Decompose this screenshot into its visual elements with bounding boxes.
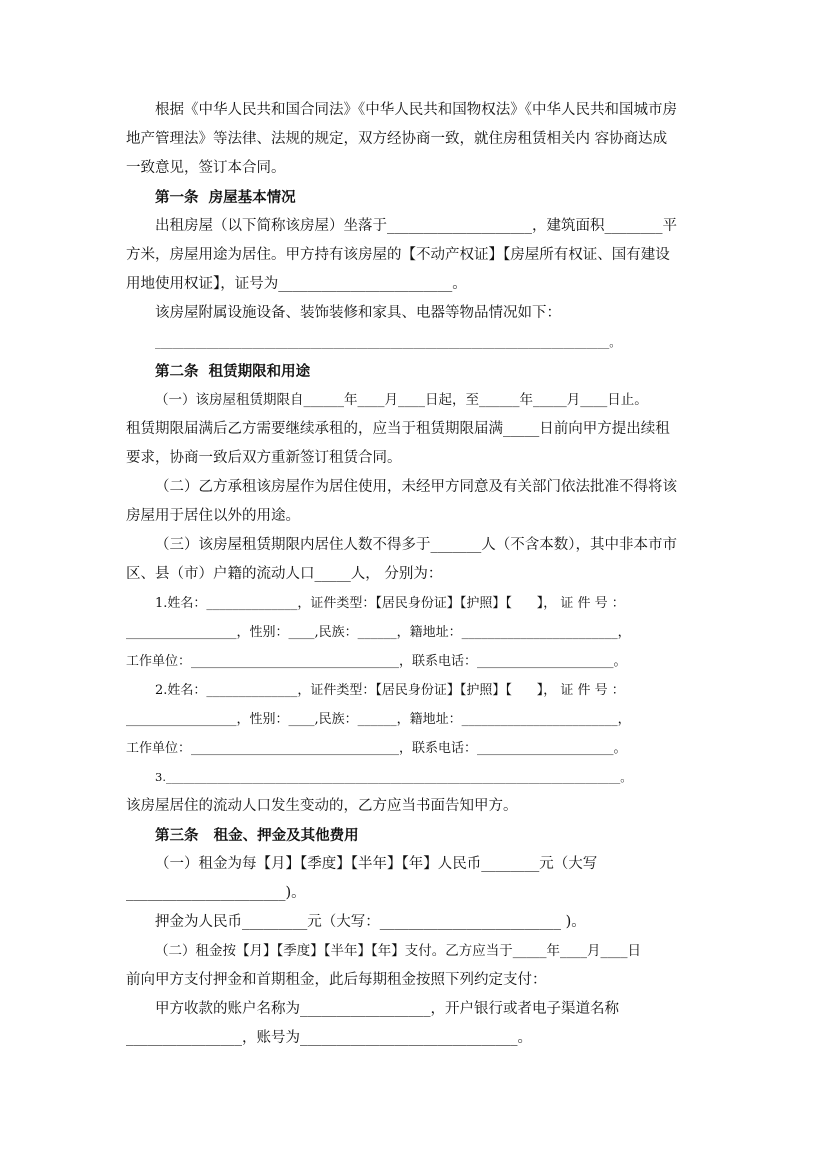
article-2-heading: 第二条 租赁期限和用途 <box>155 363 311 380</box>
article-3-line: 押金为人民币_________元（大写：_________________________ )。 <box>155 914 586 930</box>
article-3-line: ________________，账号为______________________________。 <box>126 1030 532 1046</box>
article-2-line: 该房屋居住的流动人口发生变动的，乙方应当书面告知甲方。 <box>126 798 518 814</box>
occupant-3-line: 3._______________________________________________________________________________。 <box>155 770 632 784</box>
article-2-line: 区、县（市）户籍的流动人口_____人， 分别为： <box>126 566 443 582</box>
occupant-2-detail-line: _________________，性别：____,民族：______，籍地址：________________________， <box>126 712 631 727</box>
article-2-line: 要求，协商一致后双方重新签订租赁合同。 <box>126 450 402 466</box>
article-1-line: 用地使用权证】，证号为________________________。 <box>126 276 467 292</box>
article-3-line: （二）租金按【月】【季度】【半年】【年】支付。乙方应当于_____年____月____日 <box>155 943 641 959</box>
article-3-line: 前向甲方支付押金和首期租金，此后每期租金按照下列约定支付： <box>126 972 547 988</box>
article-2-line: （三）该房屋租赁期限内居住人数不得多于_______人（不含本数），其中非本市市 <box>155 537 677 553</box>
intro-line-2: 地产管理法》等法律、法规的规定，双方经协商一致，就住房租赁相关内 容协商达成 <box>126 131 668 147</box>
occupant-2-name-line: 2.姓名：______________，证件类型：【居民身份证】【护照】【 】， 证 件 号 ： <box>155 683 625 698</box>
article-3-line: （一）租金为每【月】【季度】【半年】【年】人民币________元（大写 <box>155 856 598 872</box>
article-1-line: 该房屋附属设施设备、装饰装修和家具、电器等物品情况如下： <box>155 305 561 321</box>
article-2-line: （二）乙方承租该房屋作为居住使用，未经甲方同意及有关部门依法批准不得将该 <box>155 479 677 495</box>
article-3-line: ______________________)。 <box>126 885 306 901</box>
article-2-line: 租赁期限届满后乙方需要继续承租的，应当于租赁期限届满_____日前向甲方提出续租 <box>126 421 670 437</box>
occupant-2-work-line: 工作单位：________________________________，联系电话：_____________________。 <box>126 741 627 756</box>
article-2-line: （一）该房屋租赁期限自______年____月____日起，至______年_____月____日止。 <box>155 392 648 408</box>
article-1-line: 出租房屋（以下简称该房屋）坐落于____________________，建筑面积________平 <box>155 218 677 234</box>
contract-page <box>126 96 701 1053</box>
article-3-heading: 第三条 租金、押金及其他费用 <box>155 827 359 844</box>
intro-line-1: 根据《中华人民共和国合同法》《中华人民共和国物权法》《中华人民共和国城市房 <box>155 102 677 118</box>
occupant-1-detail-line: _________________，性别：____,民族：______，籍地址：________________________， <box>126 625 631 640</box>
article-1-heading: 第一条 房屋基本情况 <box>155 189 296 206</box>
occupant-1-work-line: 工作单位：________________________________，联系电话：_____________________。 <box>126 654 627 669</box>
article-1-line: _______________________________________________________________________________。 <box>155 335 621 349</box>
article-1-line: 方米，房屋用途为居住。甲方持有该房屋的【不动产权证】【房屋所有权证、国有建设 <box>126 247 670 263</box>
article-3-line: 甲方收款的账户名称为__________________，开户银行或者电子渠道名称 <box>155 1001 619 1017</box>
intro-line-3: 一致意见，签订本合同。 <box>126 160 286 176</box>
article-2-line: 房屋用于居住以外的用途。 <box>126 508 300 524</box>
occupant-1-name-line: 1.姓名：______________，证件类型：【居民身份证】【护照】【 】， 证 件 号 ： <box>155 596 625 611</box>
